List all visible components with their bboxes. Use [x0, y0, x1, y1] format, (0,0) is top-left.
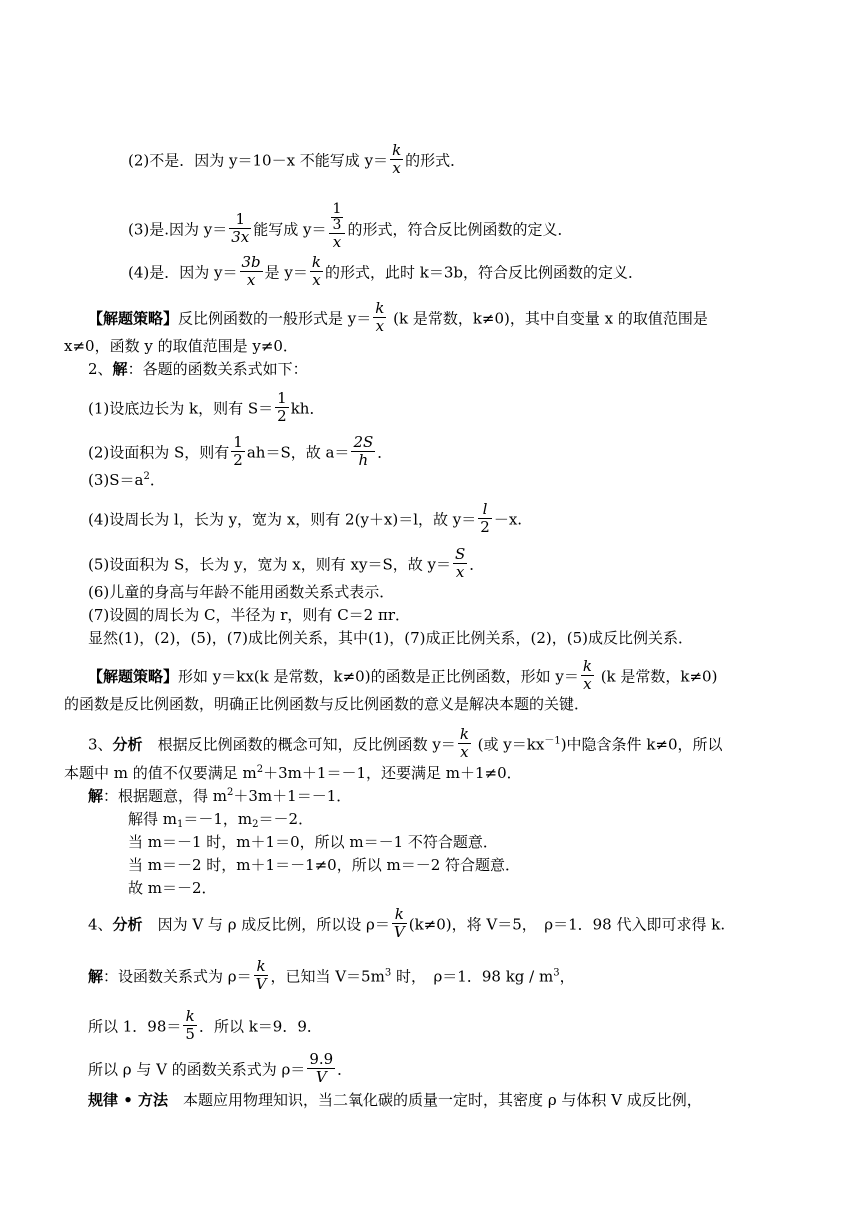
text: ：设函数关系式为 ρ＝	[103, 967, 252, 986]
problem-4-step-2	[88, 1050, 353, 1088]
denominator: x	[312, 271, 321, 289]
analysis-label: 分析	[112, 735, 143, 754]
subscript: 1	[177, 819, 184, 830]
text: 所以 1．98＝	[88, 1017, 182, 1036]
fraction-k-over-V	[392, 906, 407, 941]
numerator	[329, 202, 346, 234]
denominator: x	[246, 271, 256, 289]
problem-3-analysis-cont	[64, 763, 522, 783]
superscript: 2	[227, 787, 234, 798]
text: (4)设周长为 l，长为 y，宽为 x，则有 2(y＋x)＝l，故 y＝	[88, 510, 477, 529]
text: ：根据题意，得 m	[103, 787, 228, 805]
text: 当 m＝－1 时，m＋1＝0，所以 m＝－1 不符合题意．	[128, 833, 498, 851]
fraction-k-over-x	[310, 254, 323, 289]
text: ＋3m＋1＝－1，还要满足 m＋1≠0．	[263, 764, 522, 782]
line-item-p2-4	[88, 500, 523, 538]
fraction-k-over-5	[183, 1008, 197, 1043]
problem-3-step-1	[128, 809, 313, 829]
fraction-l-over-2	[478, 501, 492, 536]
line-item-p2-5	[88, 545, 485, 583]
fraction-9.9-over-V	[307, 1051, 335, 1086]
text: (7)设圆的周长为 C，半径为 r，则有 C＝2 πr．	[88, 606, 411, 624]
fraction-k-over-x	[373, 300, 386, 335]
strategy-line-2	[88, 657, 718, 695]
line-item-p2-conclusion	[88, 628, 693, 648]
numerator: k	[392, 906, 407, 924]
analysis-label: 分析	[112, 915, 143, 934]
text: (3)是.因为 y＝	[128, 220, 228, 239]
text: (2)设面积为 S，则有	[88, 443, 230, 462]
solution-label: 解	[88, 967, 104, 986]
numerator: k	[311, 253, 321, 271]
superscript: 3	[553, 967, 560, 979]
rule-method-line	[88, 1090, 702, 1110]
text: 本题中 m 的值不仅要满足 m	[64, 764, 257, 782]
problem-3-solution	[88, 786, 351, 806]
numerator: 1	[332, 201, 342, 217]
text: 本题应用物理知识，当二氧化碳的质量一定时，其密度 ρ 与体积 V 成反比例，	[168, 1091, 702, 1109]
denominator: V	[255, 975, 267, 993]
line-item-p2-1	[88, 389, 325, 427]
denominator: x	[455, 563, 465, 581]
numerator: S	[454, 545, 466, 563]
text: 因为 V 与 ρ 成反比例，所以设 ρ＝	[142, 915, 390, 934]
text: ＝－1，m	[183, 810, 253, 828]
text: (k 是常数，k≠0)，其中自变量 x 的取值范围是	[388, 309, 708, 328]
numerator: l	[478, 501, 492, 519]
text: 所以 ρ 与 V 的函数关系式为 ρ＝	[88, 1060, 306, 1079]
line-item-p2-7	[88, 605, 410, 625]
text: ：各题的函数关系式如下：	[127, 360, 308, 378]
numerator: 9.9	[309, 1050, 334, 1068]
denominator: x	[332, 233, 342, 251]
line-item-4	[128, 253, 644, 291]
numerator: k	[375, 299, 385, 317]
fraction-1-over-2	[231, 434, 245, 469]
text: －x.	[493, 510, 523, 529]
text: ＝－2．	[258, 810, 314, 828]
fraction-k-over-x	[390, 142, 403, 177]
fraction-k-over-x	[458, 726, 471, 761]
text: 的形式．	[405, 151, 466, 170]
numerator: 3b	[241, 253, 261, 271]
denominator: V	[393, 923, 405, 941]
solution-label: 解	[88, 787, 104, 805]
text: 时， ρ＝1．98 kg / m	[391, 967, 554, 986]
denominator: 2	[480, 518, 490, 536]
numerator: 2S	[353, 433, 374, 451]
denominator: x	[392, 159, 401, 177]
text: ．	[377, 443, 393, 462]
text: 的形式，符合反比例函数的定义．	[347, 220, 573, 239]
text: 4、	[88, 915, 113, 934]
numerator: 1	[277, 389, 287, 407]
fraction-3b-over-x	[240, 254, 263, 289]
denominator: V	[315, 1068, 327, 1086]
fraction-S-over-x	[453, 546, 467, 581]
text: ．	[149, 471, 165, 489]
superscript: 2	[256, 764, 264, 775]
line-item-p2-6	[88, 582, 394, 602]
inner-fraction	[331, 202, 344, 233]
text: (5)设面积为 S，长为 y，宽为 x，则有 xy＝S，故 y＝	[88, 555, 451, 574]
line-item-3	[128, 201, 573, 255]
text: ．所以 k＝9．9．	[198, 1017, 322, 1036]
line-item-p2-2	[88, 433, 393, 471]
fraction-k-over-x	[581, 658, 594, 693]
numerator: 1	[229, 211, 251, 229]
strategy-label: 【解题策略】	[88, 309, 179, 328]
text: 是 y＝	[264, 263, 308, 282]
text: 当 m＝－2 时，m＋1＝－1≠0，所以 m＝－2 符合题意．	[128, 856, 521, 874]
text: 能写成 y＝	[253, 220, 327, 239]
strategy-line-cont	[64, 336, 298, 356]
problem-4-analysis	[88, 905, 726, 943]
solution-label: 解	[112, 360, 128, 378]
superscript: 3	[384, 967, 392, 979]
numerator: k	[183, 1008, 197, 1026]
text: 故 m＝－2．	[128, 879, 217, 897]
text: kh．	[290, 399, 325, 418]
text: (1)设底边长为 k，则有 S＝	[88, 399, 274, 418]
text: ．	[469, 555, 485, 574]
text: (k≠0)，将 V＝5， ρ＝1．98 代入即可求得 k.	[408, 915, 726, 934]
text: 根据反比例函数的概念可知，反比例函数 y＝	[142, 735, 456, 754]
numerator: 1	[233, 433, 243, 451]
text: ，已知当 V＝5m	[270, 967, 385, 986]
fraction-1-over-3x	[229, 211, 251, 246]
line-item-2	[128, 141, 466, 179]
superscript: 2	[143, 471, 150, 482]
numerator: k	[392, 141, 402, 159]
numerator: k	[254, 958, 269, 976]
text: ah＝S，故 a＝	[246, 443, 350, 462]
denominator: 3x	[231, 228, 250, 246]
text: 反比例函数的一般形式是 y＝	[178, 309, 372, 328]
text: (3)S＝a	[88, 471, 144, 489]
numerator: k	[459, 725, 469, 743]
denominator: 5	[185, 1025, 195, 1043]
problem-3-step-2	[128, 832, 498, 852]
strategy-line	[88, 299, 708, 337]
line-item-p2-3	[88, 470, 165, 490]
text: 显然(1)，(2)，(5)，(7)成比例关系，其中(1)，(7)成正比例关系，(2)，(5)成反比例关系．	[88, 629, 693, 647]
fraction-k-over-V	[254, 958, 269, 993]
fraction-2S-over-h	[351, 434, 375, 469]
strategy-line-2-cont	[64, 694, 589, 714]
rule-method-label: 规律 • 方法	[88, 1091, 169, 1109]
problem-4-step-1	[88, 1007, 322, 1045]
text: (k 是常数，k≠0)	[595, 667, 718, 686]
text: 解得 m	[128, 810, 177, 828]
denominator: x	[375, 317, 385, 335]
text: (6)儿童的身高与年龄不能用函数关系式表示．	[88, 583, 395, 601]
denominator: 2	[277, 407, 287, 425]
text: 2、	[88, 360, 113, 378]
numerator: k	[582, 657, 592, 675]
problem-4-solution	[88, 957, 575, 995]
text: x≠0，函数 y 的取值范围是 y≠0．	[64, 337, 298, 355]
denominator: 3	[332, 217, 342, 233]
text: (或 y＝kx	[472, 735, 545, 754]
text: (4)是．因为 y＝	[128, 263, 238, 282]
problem-2-heading	[88, 359, 308, 379]
text: ＋3m＋1＝－1．	[233, 787, 352, 805]
text: 形如 y＝kx(k 是常数，k≠0)的函数是正比例函数，形如 y＝	[178, 667, 579, 686]
text: ．	[337, 1060, 353, 1079]
fraction-1-over-2	[275, 390, 289, 425]
superscript: －1	[544, 735, 561, 747]
text: 的形式，此时 k＝3b，符合反比例函数的定义．	[325, 263, 644, 282]
problem-3-analysis	[88, 725, 723, 763]
denominator: h	[358, 451, 369, 469]
text: 的函数是反比例函数，明确正比例函数与反比例函数的意义是解决本题的关键．	[64, 695, 590, 713]
text: ，	[559, 967, 575, 986]
denominator: x	[583, 675, 592, 693]
denominator: 2	[233, 451, 243, 469]
strategy-label: 【解题策略】	[88, 667, 179, 686]
text: (2)不是．因为 y＝10－x 不能写成 y＝	[128, 151, 389, 170]
problem-3-step-3	[128, 855, 520, 875]
text: )中隐含条件 k≠0，所以	[560, 735, 723, 754]
denominator: x	[460, 743, 469, 761]
text: 3、	[88, 735, 113, 754]
subscript: 2	[252, 819, 259, 830]
fraction-third-over-x	[329, 202, 346, 251]
problem-3-step-4	[128, 878, 217, 898]
